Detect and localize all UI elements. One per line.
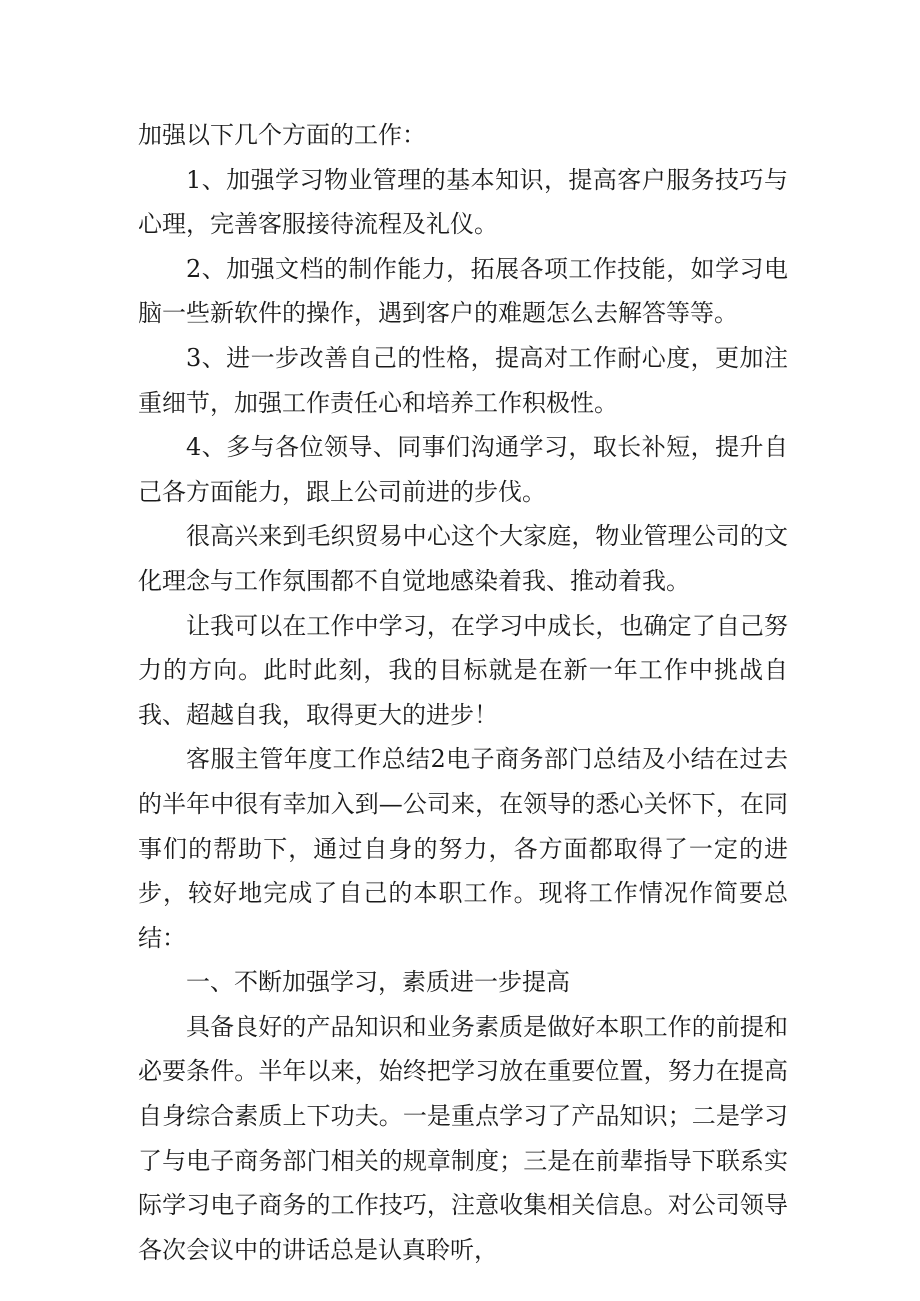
paragraph-item-4: 4、多与各位领导、同事们沟通学习，取长补短，提升自己各方面能力，跟上公司前进的步伐。 <box>138 433 788 506</box>
paragraph-goal: 让我可以在工作中学习，在学习中成长，也确定了自己努力的方向。此时此刻，我的目标就是在新一年工作中挑战自我、超越自我，取得更大的进步！ <box>138 611 788 729</box>
paragraph-intro: 加强以下几个方面的工作： <box>138 121 426 149</box>
paragraph-study: 具备良好的产品知识和业务素质是做好本职工作的前提和必要条件。半年以来，始终把学习放在重要位置，努力在提高自身综合素质上下功夫。一是重点学习了产品知识；二是学习了与电子商务部门相关的规章制度；三是在前辈指导下联系实际学习电子商务的工作技巧，注意收集相关信息。对公司领导各次会议中的讲话总是认真聆听， <box>138 1012 788 1264</box>
paragraph-summary-intro: 客服主管年度工作总结2电子商务部门总结及小结在过去的半年中很有幸加入到—公司来，在领导的悉心关怀下，在同事们的帮助下，通过自身的努力，各方面都取得了一定的进步，较好地完成了自己的本职工作。现将工作情况作简要总结： <box>138 745 788 952</box>
section-heading-study: 一、不断加强学习，素质进一步提高 <box>186 968 570 997</box>
paragraph-item-2: 2、加强文档的制作能力，拓展各项工作技能，如学习电脑一些新软件的操作，遇到客户的难题怎么去解答等等。 <box>138 254 788 328</box>
paragraph-item-1: 1、加强学习物业管理的基本知识，提高客户服务技巧与心理，完善客服接待流程及礼仪。 <box>138 165 788 239</box>
paragraph-gratitude: 很高兴来到毛织贸易中心这个大家庭，物业管理公司的文化理念与工作氛围都不自觉地感染着我、推动着我。 <box>138 522 788 595</box>
document-body <box>138 113 788 1272</box>
paragraph-item-3: 3、进一步改善自己的性格，提高对工作耐心度，更加注重细节，加强工作责任心和培养工作积极性。 <box>138 343 788 417</box>
